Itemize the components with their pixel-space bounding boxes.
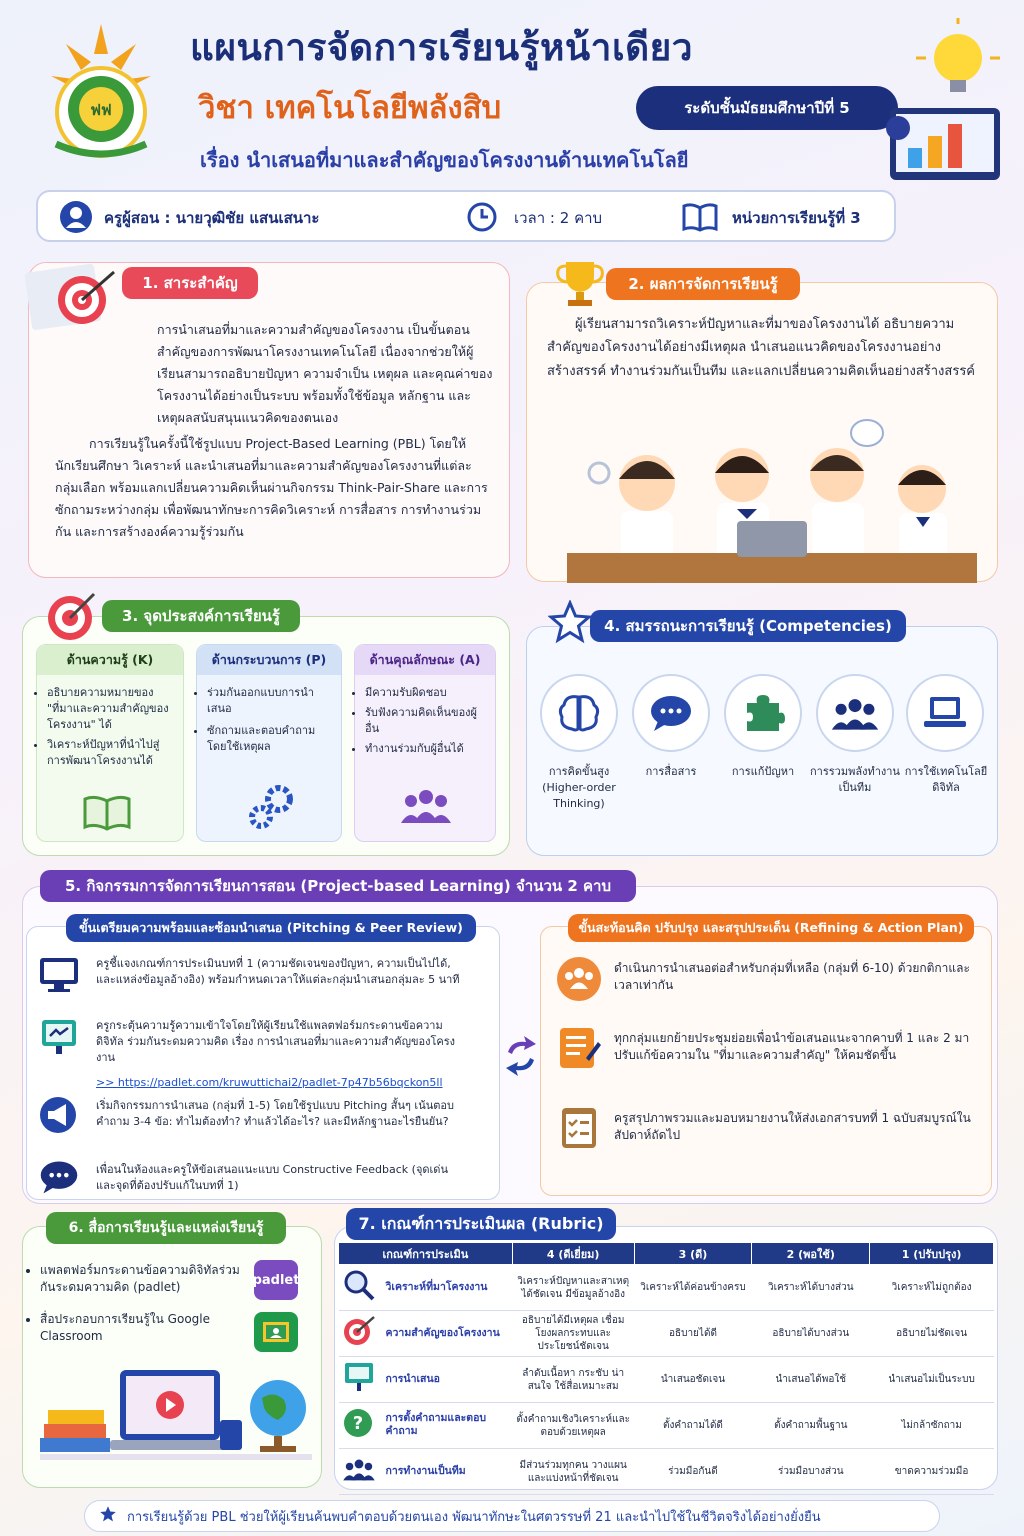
competency-label: การรวมพลังทำงานเป็นทีม: [810, 765, 900, 794]
rubric-cell: ตั้งคำถามเชิงวิเคราะห์และตอบด้วยเหตุผล: [512, 1403, 634, 1449]
info-bar: [36, 190, 896, 242]
star-icon: [99, 1505, 117, 1527]
open-book-icon: [83, 795, 131, 835]
svg-text:?: ?: [352, 1413, 363, 1435]
section-6-title: 6. สื่อการเรียนรู้และแหล่งเรียนรู้: [46, 1212, 286, 1244]
team-icon: [816, 674, 894, 752]
rubric-cell: ร่วมมือบางส่วน: [752, 1449, 870, 1495]
rubric-criterion: วิเคราะห์ที่มาโครงงาน: [385, 1280, 488, 1293]
section-outcomes: [526, 282, 998, 582]
rubric-header: 4 (ดีเยี่ยม): [512, 1243, 634, 1265]
objective-item: • มีความรับผิดชอบ: [365, 685, 487, 701]
question-icon: [342, 1407, 376, 1444]
subject-title: วิชา เทคโนโลยีพลังสิบ: [198, 90, 502, 126]
target-icon: [46, 590, 98, 646]
activity-step: ทุกกลุ่มแยกย้ายประชุมย่อยเพื่อนำข้อเสนอแนะจากคาบที่ 1 และ 2 มาปรับแก้ข้อความใน "ที่มาและความสำคัญ" ให้คมชัดขึ้น: [614, 1031, 970, 1063]
activity-step: เพื่อนในห้องและครูให้ข้อเสนอแนะแบบ Constructive Feedback (จุดเด่น และจุดที่ต้องปรับแก้ในบทที่ 1): [96, 1163, 448, 1192]
padlet-logo[interactable]: padlet: [254, 1260, 298, 1300]
rubric-cell: อธิบายได้ดี: [634, 1311, 752, 1357]
rubric-cell: ตั้งคำถามได้ดี: [634, 1403, 752, 1449]
lightbulb-chart-illustration: [880, 18, 1010, 188]
google-classroom-icon[interactable]: [254, 1312, 298, 1352]
objective-column-k: [36, 644, 184, 842]
objective-p-head: ด้านกระบวนการ (P): [197, 645, 341, 675]
activities-right-title: ขั้นสะท้อนคิด ปรับปรุง และสรุปประเด็น (Refining & Action Plan): [568, 914, 974, 942]
objective-item: • ทำงานร่วมกับผู้อื่นได้: [365, 741, 487, 757]
teacher-name: ครูผู้สอน : นายวุฒิชัย แสนเสนาะ: [104, 209, 320, 227]
rubric-header: เกณฑ์การประเมิน: [339, 1243, 513, 1265]
presentation-icon: [342, 1361, 376, 1398]
activity-step: เริ่มกิจกรรมการนำเสนอ (กลุ่มที่ 1-5) โดยใช้รูปแบบ Pitching สั้นๆ เน้นตอบคำถาม 3-4 ข้อ: ทำไมต้องทำ? ทำแล้วได้อะไร? และมีหลักฐานอะไรยืนยัน?: [96, 1099, 454, 1128]
rubric-cell: นำเสนอได้พอใช้: [752, 1357, 870, 1403]
students-illustration: [567, 413, 977, 587]
competency-label: การใช้เทคโนโลยีดิจิทัล: [904, 765, 988, 794]
competency-label: การแก้ปัญหา: [731, 765, 795, 778]
media-item: • แพลตฟอร์มกระดานข้อความดิจิทัลร่วมกันระดมความคิด (padlet): [40, 1262, 250, 1297]
rubric-table-wrap: [338, 1242, 994, 1495]
team-icon: [399, 785, 453, 829]
chat-icon: [632, 674, 710, 752]
rubric-criterion: การนำเสนอ: [385, 1372, 440, 1385]
competency-label: การคิดขั้นสูง (Higher-order Thinking): [542, 765, 616, 810]
rubric-cell: อธิบายได้มีเหตุผล เชื่อมโยงผลกระทบและประโยชน์ชัดเจน: [512, 1311, 634, 1357]
clock-icon: [466, 201, 498, 237]
team-icon: [342, 1455, 376, 1488]
brain-icon: [540, 674, 618, 752]
group-icon: [556, 956, 602, 1006]
level-badge: ระดับชั้นมัธยมศึกษาปีที่ 5: [636, 86, 898, 130]
svg-text:ฟฟ: ฟฟ: [90, 101, 112, 119]
magnifier-icon: [342, 1269, 376, 1306]
gears-icon: [245, 783, 297, 835]
edit-document-icon: [556, 1024, 602, 1076]
trophy-icon: [556, 258, 604, 312]
rubric-header: 1 (ปรับปรุง): [870, 1243, 994, 1265]
footer-bar: [84, 1500, 940, 1532]
rubric-cell: ลำดับเนื้อหา กระชับ น่าสนใจ ใช้สื่อเหมาะสม: [512, 1357, 634, 1403]
rubric-cell: วิเคราะห์ได้บางส่วน: [752, 1265, 870, 1311]
objective-column-p: [196, 644, 342, 842]
puzzle-icon: [724, 674, 802, 752]
activity-step: ครูกระตุ้นความรู้ความเข้าใจโดยให้ผู้เรียนใช้แพลตฟอร์มกระดานข้อความดิจิทัล ร่วมกันระดมความคิด เรื่อง การนำเสนอที่มาและความสำคัญของโครงงาน: [96, 1019, 455, 1064]
rubric-header: 3 (ดี): [634, 1243, 752, 1265]
laptop-icon: [906, 674, 984, 752]
outcomes-text: ผู้เรียนสามารถวิเคราะห์ปัญหาและที่มาของโครงงานได้ อธิบายความสำคัญของโครงงานได้อย่างมีเหตุผล นำเสนอแนวคิดของโครงงานอย่างสร้างสรรค์ ทำงานร่วมกันเป็นทีม และแลกเปลี่ยนความคิดเห็นอย่างสร้างสรรค์: [547, 317, 976, 379]
unit-label: หน่วยการเรียนรู้ที่ 3: [732, 209, 861, 227]
essence-para-2: การเรียนรู้ในครั้งนี้ใช้รูปแบบ Project-Based Learning (PBL) โดยให้นักเรียนศึกษา วิเคราะห์ และนำเสนอที่มาและความสำคัญของโครงงานที่แต่ละกลุ่มเลือก พร้อมแลกเปลี่ยนความคิดเห็นผ่านกิจกรรม Think-Pair-Share และการซักถามระหว่างกลุ่ม เพื่อพัฒนาทักษะการคิดวิเคราะห์ การสื่อสาร การทำงานร่วมกัน และการสร้างองค์ความรู้ร่วมกัน: [55, 436, 488, 539]
rubric-cell: นำเสนอไม่เป็นระบบ: [870, 1357, 994, 1403]
objective-column-a: [354, 644, 496, 842]
target-icon: [22, 262, 122, 336]
book-icon: [682, 202, 718, 236]
rubric-row: [339, 1449, 994, 1495]
section-4-title: 4. สมรรถนะการเรียนรู้ (Competencies): [590, 610, 906, 642]
objective-a-head: ด้านคุณลักษณะ (A): [355, 645, 495, 675]
activity-step: ครูสรุปภาพรวมและมอบหมายงานให้ส่งเอกสารบทที่ 1 ฉบับสมบูรณ์ในสัปดาห์ถัดไป: [614, 1111, 971, 1143]
objective-item: • รับฟังความคิดเห็นของผู้อื่น: [365, 705, 487, 737]
activity-step: ครูชี้แจงเกณฑ์การประเมินบทที่ 1 (ความชัดเจนของปัญหา, ความเป็นไปได้, และแหล่งข้อมูลอ้างอิง) พร้อมกำหนดเวลาให้แต่ละกลุ่มนำเสนอกลุ่มละ 5 นาที: [96, 957, 460, 986]
checklist-icon: [556, 1104, 602, 1154]
section-1-title: 1. สาระสำคัญ: [122, 267, 258, 299]
essence-para-1: การนำเสนอที่มาและความสำคัญของโครงงาน เป็นขั้นตอนสำคัญของการพัฒนาโครงงานเทคโนโลยี เนื่องจากช่วยให้ผู้เรียนสามารถอธิบายปัญหา ความจำเป็น เหตุผล และคุณค่าของโครงงานได้อย่างเป็นระบบ พร้อมทั้งใช้ข้อมูล หลักฐาน และเหตุผลสนับสนุนแนวคิดของตนเอง: [157, 322, 493, 425]
rubric-header: 2 (พอใช้): [752, 1243, 870, 1265]
rubric-row: [339, 1403, 994, 1449]
objective-item: • ร่วมกันออกแบบการนำเสนอ: [207, 685, 333, 717]
rubric-cell: ขาดความร่วมมือ: [870, 1449, 994, 1495]
objective-item: • ซักถามและตอบคำถามโดยใช้เหตุผล: [207, 723, 333, 755]
rubric-criterion: การตั้งคำถามและตอบคำถาม: [385, 1411, 487, 1438]
rubric-row: [339, 1265, 994, 1311]
star-icon: [548, 600, 592, 648]
rubric-criterion: ความสำคัญของโครงงาน: [385, 1326, 500, 1339]
section-5-title: 5. กิจกรรมการจัดการเรียนการสอน (Project-based Learning) จำนวน 2 คาบ: [40, 870, 636, 902]
padlet-link[interactable]: >> https://padlet.com/kruwuttichai2/padlet-7p47b56bqckon5ll: [96, 1076, 443, 1089]
laptop-books-globe-illustration: [40, 1360, 312, 1484]
media-item: • สื่อประกอบการเรียนรู้ใน Google Classroom: [40, 1311, 250, 1346]
rubric-cell: มีส่วนร่วมทุกคน วางแผนและแบ่งหน้าที่ชัดเจน: [512, 1449, 634, 1495]
user-icon: [60, 201, 92, 233]
cycle-arrows-icon: [500, 1034, 542, 1082]
rubric-cell: วิเคราะห์ปัญหาและสาเหตุได้ชัดเจน มีข้อมูลอ้างอิง: [512, 1265, 634, 1311]
section-2-title: 2. ผลการจัดการเรียนรู้: [606, 268, 800, 300]
rubric-cell: วิเคราะห์ได้ค่อนข้างครบ: [634, 1265, 752, 1311]
rubric-cell: อธิบายได้บางส่วน: [752, 1311, 870, 1357]
time-label: เวลา : 2 คาบ: [514, 209, 603, 227]
rubric-cell: ไม่กล้าซักถาม: [870, 1403, 994, 1449]
rubric-cell: ตั้งคำถามพื้นฐาน: [752, 1403, 870, 1449]
competency-label: การสื่อสาร: [645, 765, 697, 778]
target-icon: [342, 1315, 376, 1352]
rubric-cell: อธิบายไม่ชัดเจน: [870, 1311, 994, 1357]
presentation-icon: [38, 1018, 80, 1060]
megaphone-icon: [38, 1096, 80, 1138]
monitor-icon: [38, 956, 80, 998]
rubric-criterion: การทำงานเป็นทีม: [385, 1464, 466, 1477]
rubric-cell: นำเสนอชัดเจน: [634, 1357, 752, 1403]
chat-icon: [38, 1158, 80, 1200]
activities-left-title: ขั้นเตรียมความพร้อมและซ้อมนำเสนอ (Pitching & Peer Review): [66, 914, 476, 942]
rubric-table: [338, 1242, 994, 1495]
objective-item: • อธิบายความหมายของ "ที่มาและความสำคัญของโครงงาน" ได้: [47, 685, 175, 733]
footer-text: การเรียนรู้ด้วย PBL ช่วยให้ผู้เรียนค้นพบคำตอบด้วยตนเอง พัฒนาทักษะในศตวรรษที่ 21 และนำไปใช้ในชีวิตจริงได้อย่างยั่งยืน: [127, 1509, 821, 1525]
objective-item: • วิเคราะห์ปัญหาที่นำไปสู่การพัฒนาโครงงานได้: [47, 737, 175, 769]
rubric-row: [339, 1311, 994, 1357]
section-3-title: 3. จุดประสงค์การเรียนรู้: [102, 600, 300, 632]
school-logo: [36, 14, 166, 164]
topic-title: เรื่อง นำเสนอที่มาและสำคัญของโครงงานด้านเทคโนโลยี: [200, 148, 689, 172]
objective-k-head: ด้านความรู้ (K): [37, 645, 183, 675]
page-title: แผนการจัดการเรียนรู้หน้าเดียว: [190, 26, 694, 69]
rubric-cell: วิเคราะห์ไม่ถูกต้อง: [870, 1265, 994, 1311]
rubric-row: [339, 1357, 994, 1403]
activity-step: ดำเนินการนำเสนอต่อสำหรับกลุ่มที่เหลือ (กลุ่มที่ 6-10) ด้วยกติกาและเวลาเท่ากัน: [614, 961, 970, 993]
section-7-title: 7. เกณฑ์การประเมินผล (Rubric): [346, 1208, 616, 1240]
rubric-cell: ร่วมมือกันดี: [634, 1449, 752, 1495]
